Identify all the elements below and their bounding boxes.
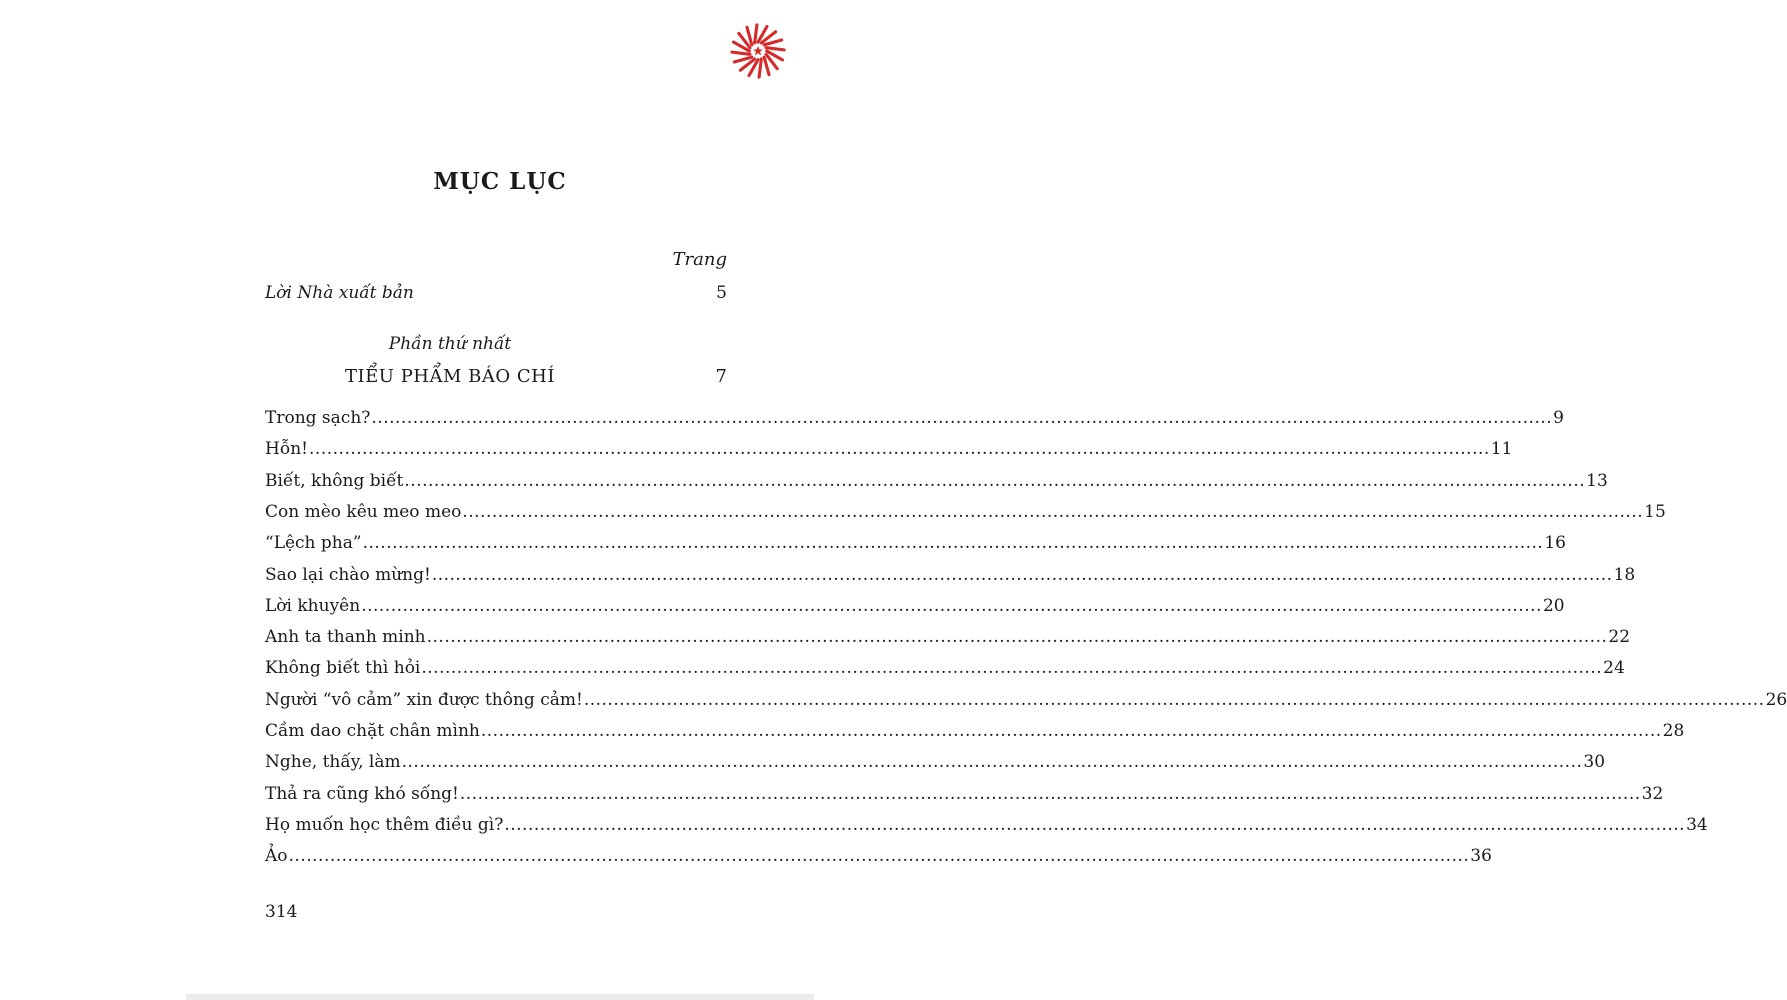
toc-entry[interactable] <box>265 622 1631 652</box>
dot-leader: ........................................................................................................................................................................................................ <box>371 408 1553 428</box>
part-page: 7 <box>715 366 727 387</box>
toc-part-row[interactable] <box>265 362 727 392</box>
logo-ray <box>734 57 752 62</box>
page-column-header <box>265 245 727 275</box>
toc-entry-label: Không biết thì hỏi <box>265 658 421 679</box>
toc-entry[interactable] <box>265 653 1625 683</box>
toc-entry-page: 18 <box>1613 564 1636 585</box>
dot-leader: ........................................................................................................................................................................................................ <box>309 439 1490 460</box>
bottom-divider <box>186 994 814 1000</box>
logo-ray <box>764 57 769 75</box>
page-title: MỤC LỤC <box>433 168 567 195</box>
dot-leader: ........................................................................................................................................................................................................ <box>459 783 1641 804</box>
toc-preface-page: 5 <box>716 283 727 303</box>
red-starburst-logo-icon <box>729 22 787 80</box>
dot-leader: ........................................................................................................................................................................................................ <box>404 470 1586 491</box>
part-title: TIỂU PHẨM BÁO CHÍ <box>345 366 555 387</box>
toc-entry-label: Biết, không biết <box>265 470 404 491</box>
toc-entry[interactable] <box>265 466 1608 496</box>
toc-entry-label: Thả ra cũng khó sống! <box>265 783 459 804</box>
dot-leader: ........................................................................................................................................................................................................ <box>583 689 1765 710</box>
toc-entry-label: Trong sạch? <box>265 408 371 428</box>
toc-entry[interactable] <box>265 810 1708 840</box>
toc-entry-label: Họ muốn học thêm điều gì? <box>265 814 504 835</box>
column-header-label: Trang <box>672 249 727 270</box>
logo-ray <box>759 59 761 77</box>
toc-entry-page: 13 <box>1586 470 1608 491</box>
toc-entry[interactable] <box>265 716 1685 746</box>
toc-entry-page: 34 <box>1686 814 1708 835</box>
toc-entry[interactable] <box>265 560 1636 590</box>
toc-entry-page: 15 <box>1644 501 1666 522</box>
toc-entry-page: 9 <box>1553 408 1564 428</box>
toc-entry-label: Hỗn! <box>265 439 309 460</box>
dot-leader: ........................................................................................................................................................................................................ <box>401 752 1583 773</box>
toc-entry-page: 24 <box>1603 658 1625 679</box>
logo-ray <box>732 52 750 54</box>
toc-entry-label: “Lệch pha” <box>265 533 362 554</box>
toc-entry-label: Anh ta thanh minh <box>265 627 426 648</box>
toc-entry[interactable] <box>265 591 1565 621</box>
dot-leader: ........................................................................................................................................................................................................ <box>362 533 1544 554</box>
toc-entry-page: 11 <box>1490 439 1513 460</box>
toc-entry[interactable] <box>265 528 1566 558</box>
toc-entry-label: Sao lại chào mừng! <box>265 564 431 585</box>
dot-leader: ........................................................................................................................................................................................................ <box>504 814 1686 835</box>
dot-leader: ........................................................................................................................................................................................................ <box>431 564 1613 585</box>
toc-entry-page: 22 <box>1608 627 1631 648</box>
toc-entry[interactable] <box>265 403 1564 433</box>
logo-ray <box>755 25 757 43</box>
toc-entry-page: 26 <box>1765 689 1787 710</box>
dot-leader: ........................................................................................................................................................................................................ <box>426 627 1608 648</box>
logo-ray <box>764 40 782 45</box>
toc-entry[interactable] <box>265 747 1606 777</box>
logo-ray <box>747 27 752 45</box>
toc-entry-label: Ảo <box>265 846 288 867</box>
toc-entry-page: 32 <box>1641 783 1664 804</box>
toc-entry[interactable] <box>265 685 1787 715</box>
dot-leader: ........................................................................................................................................................................................................ <box>480 721 1662 741</box>
toc-entry-label: Người “vô cảm” xin được thông cảm! <box>265 689 583 710</box>
toc-entry-label: Con mèo kêu meo meo <box>265 501 462 522</box>
toc-entry-page: 16 <box>1544 533 1566 554</box>
toc-preface-label: Lời Nhà xuất bản <box>265 283 414 303</box>
dot-leader: ........................................................................................................................................................................................................ <box>421 658 1603 679</box>
dot-leader: ........................................................................................................................................................................................................ <box>462 501 1644 522</box>
part-subtitle: Phần thứ nhất <box>388 334 512 354</box>
toc-entry-page: 20 <box>1542 595 1565 616</box>
toc-entry[interactable] <box>265 841 1492 871</box>
page-number: 314 <box>265 902 298 922</box>
logo-ray <box>766 48 784 50</box>
toc-entry-label: Cầm dao chặt chân mình <box>265 721 480 741</box>
toc-entry[interactable] <box>265 434 1513 464</box>
toc-entry[interactable] <box>265 779 1664 809</box>
toc-entry[interactable] <box>265 497 1666 527</box>
toc-entry-page: 30 <box>1583 752 1606 773</box>
toc-preface-row[interactable] <box>265 278 727 308</box>
dot-leader: ........................................................................................................................................................................................................ <box>288 846 1470 867</box>
toc-entry-label: Nghe, thấy, làm <box>265 752 401 773</box>
toc-entry-page: 36 <box>1470 846 1492 867</box>
toc-entry-label: Lời khuyên <box>265 595 361 616</box>
dot-leader: ........................................................................................................................................................................................................ <box>361 595 1542 616</box>
toc-entry-page: 28 <box>1662 721 1685 741</box>
